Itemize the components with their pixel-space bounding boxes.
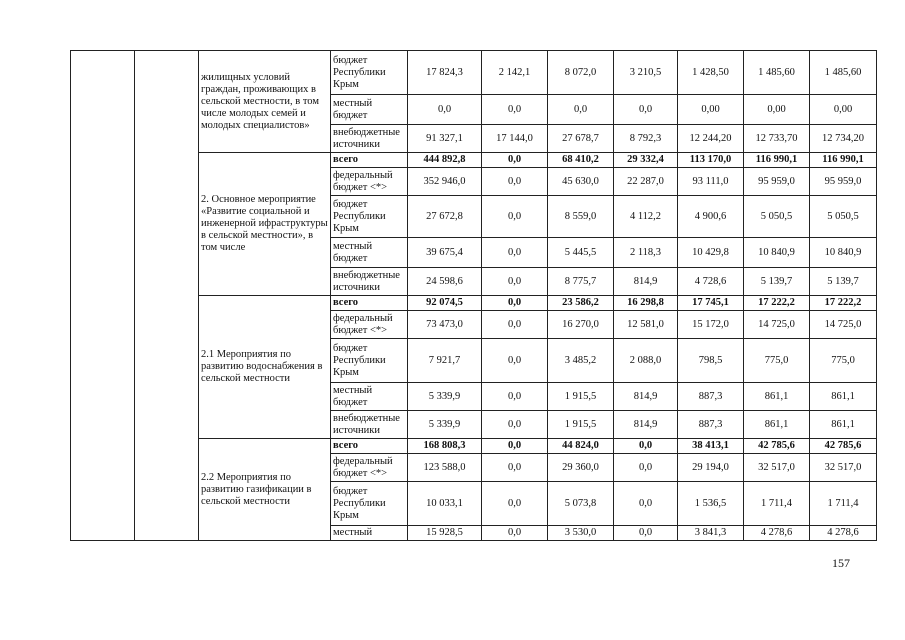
amount-cell: 5 050,5: [744, 196, 810, 238]
amount-cell: 15 928,5: [408, 526, 482, 541]
amount-cell: 814,9: [614, 383, 678, 411]
amount-cell: 1 915,5: [548, 383, 614, 411]
amount-cell: 29 360,0: [548, 454, 614, 482]
amount-cell: 861,1: [810, 411, 877, 439]
amount-cell: 42 785,6: [744, 439, 810, 454]
amount-cell: 0,0: [482, 268, 548, 296]
amount-cell: 93 111,0: [678, 168, 744, 196]
amount-cell: 14 725,0: [744, 311, 810, 339]
amount-cell: 887,3: [678, 411, 744, 439]
amount-cell: 1 536,5: [678, 482, 744, 526]
amount-cell: 168 808,3: [408, 439, 482, 454]
amount-cell: 32 517,0: [744, 454, 810, 482]
amount-cell: 887,3: [678, 383, 744, 411]
activity-name-cell: 2.2 Мероприятия по развитию газификации в сельской местности: [199, 439, 331, 541]
activity-name-cell: жилищных условий граждан, проживающих в сельской местности, в том числе молодых семей и молодых специалистов»: [199, 51, 331, 153]
amount-cell: 17 222,2: [744, 296, 810, 311]
amount-cell: 15 172,0: [678, 311, 744, 339]
amount-cell: 22 287,0: [614, 168, 678, 196]
amount-cell: 17 144,0: [482, 125, 548, 153]
amount-cell: 1 428,50: [678, 51, 744, 95]
amount-cell: 5 139,7: [744, 268, 810, 296]
funding-source-cell: внебюджетные источники: [331, 268, 408, 296]
funding-source-cell: всего: [331, 153, 408, 168]
amount-cell: 5 339,9: [408, 411, 482, 439]
empty-column-cell: [71, 51, 135, 541]
amount-cell: 775,0: [810, 339, 877, 383]
funding-source-cell: федеральный бюджет <*>: [331, 454, 408, 482]
amount-cell: 14 725,0: [810, 311, 877, 339]
amount-cell: 39 675,4: [408, 238, 482, 268]
funding-source-cell: местный: [331, 526, 408, 541]
funding-source-cell: бюджет Республики Крым: [331, 196, 408, 238]
amount-cell: 0,0: [482, 238, 548, 268]
amount-cell: 23 586,2: [548, 296, 614, 311]
amount-cell: 12 581,0: [614, 311, 678, 339]
amount-cell: 0,0: [408, 95, 482, 125]
amount-cell: 1 711,4: [810, 482, 877, 526]
amount-cell: 814,9: [614, 268, 678, 296]
funding-source-cell: всего: [331, 296, 408, 311]
amount-cell: 10 840,9: [744, 238, 810, 268]
table-row: [71, 51, 877, 95]
amount-cell: 27 678,7: [548, 125, 614, 153]
funding-source-cell: бюджет Республики Крым: [331, 482, 408, 526]
amount-cell: 5 073,8: [548, 482, 614, 526]
amount-cell: 10 429,8: [678, 238, 744, 268]
amount-cell: 123 588,0: [408, 454, 482, 482]
amount-cell: 17 222,2: [810, 296, 877, 311]
amount-cell: 16 270,0: [548, 311, 614, 339]
amount-cell: 861,1: [810, 383, 877, 411]
amount-cell: 0,0: [482, 454, 548, 482]
empty-column-cell: [135, 51, 199, 541]
amount-cell: 8 775,7: [548, 268, 614, 296]
amount-cell: 42 785,6: [810, 439, 877, 454]
amount-cell: 0,0: [482, 296, 548, 311]
amount-cell: 10 840,9: [810, 238, 877, 268]
amount-cell: 444 892,8: [408, 153, 482, 168]
amount-cell: 0,0: [614, 95, 678, 125]
page-number: 157: [832, 556, 850, 570]
amount-cell: 798,5: [678, 339, 744, 383]
amount-cell: 95 959,0: [744, 168, 810, 196]
funding-source-cell: бюджет Республики Крым: [331, 339, 408, 383]
amount-cell: 16 298,8: [614, 296, 678, 311]
amount-cell: 12 244,20: [678, 125, 744, 153]
amount-cell: 0,0: [482, 482, 548, 526]
table-body: [71, 51, 877, 541]
amount-cell: 0,0: [482, 526, 548, 541]
amount-cell: 8 792,3: [614, 125, 678, 153]
amount-cell: 5 050,5: [810, 196, 877, 238]
amount-cell: 2 118,3: [614, 238, 678, 268]
amount-cell: 0,0: [548, 95, 614, 125]
amount-cell: 0,0: [482, 95, 548, 125]
budget-table: [70, 50, 877, 541]
amount-cell: 29 194,0: [678, 454, 744, 482]
funding-source-cell: федеральный бюджет <*>: [331, 311, 408, 339]
amount-cell: 4 278,6: [810, 526, 877, 541]
amount-cell: 2 142,1: [482, 51, 548, 95]
amount-cell: 1 711,4: [744, 482, 810, 526]
amount-cell: 1 485,60: [744, 51, 810, 95]
amount-cell: 73 473,0: [408, 311, 482, 339]
amount-cell: 0,0: [482, 383, 548, 411]
amount-cell: 17 824,3: [408, 51, 482, 95]
amount-cell: 0,0: [482, 439, 548, 454]
amount-cell: 1 915,5: [548, 411, 614, 439]
funding-source-cell: местный бюджет: [331, 383, 408, 411]
amount-cell: 0,00: [678, 95, 744, 125]
amount-cell: 3 841,3: [678, 526, 744, 541]
amount-cell: 12 734,20: [810, 125, 877, 153]
amount-cell: 92 074,5: [408, 296, 482, 311]
amount-cell: 0,0: [614, 526, 678, 541]
amount-cell: 0,0: [482, 339, 548, 383]
amount-cell: 0,0: [482, 196, 548, 238]
amount-cell: 0,0: [482, 311, 548, 339]
amount-cell: 3 485,2: [548, 339, 614, 383]
amount-cell: 5 445,5: [548, 238, 614, 268]
amount-cell: 0,00: [810, 95, 877, 125]
amount-cell: 45 630,0: [548, 168, 614, 196]
amount-cell: 95 959,0: [810, 168, 877, 196]
amount-cell: 68 410,2: [548, 153, 614, 168]
amount-cell: 0,0: [482, 153, 548, 168]
amount-cell: 116 990,1: [810, 153, 877, 168]
amount-cell: 0,0: [614, 439, 678, 454]
funding-source-cell: внебюджетные источники: [331, 125, 408, 153]
amount-cell: 0,0: [482, 168, 548, 196]
funding-source-cell: бюджет Республики Крым: [331, 51, 408, 95]
amount-cell: 814,9: [614, 411, 678, 439]
amount-cell: 17 745,1: [678, 296, 744, 311]
funding-source-cell: внебюджетные источники: [331, 411, 408, 439]
amount-cell: 44 824,0: [548, 439, 614, 454]
amount-cell: 5 139,7: [810, 268, 877, 296]
amount-cell: 2 088,0: [614, 339, 678, 383]
amount-cell: 3 530,0: [548, 526, 614, 541]
amount-cell: 7 921,7: [408, 339, 482, 383]
amount-cell: 32 517,0: [810, 454, 877, 482]
funding-source-cell: федеральный бюджет <*>: [331, 168, 408, 196]
amount-cell: 29 332,4: [614, 153, 678, 168]
amount-cell: 10 033,1: [408, 482, 482, 526]
amount-cell: 3 210,5: [614, 51, 678, 95]
amount-cell: 91 327,1: [408, 125, 482, 153]
amount-cell: 1 485,60: [810, 51, 877, 95]
amount-cell: 4 278,6: [744, 526, 810, 541]
amount-cell: 0,0: [482, 411, 548, 439]
amount-cell: 38 413,1: [678, 439, 744, 454]
amount-cell: 0,0: [614, 454, 678, 482]
amount-cell: 4 728,6: [678, 268, 744, 296]
amount-cell: 4 900,6: [678, 196, 744, 238]
amount-cell: 8 559,0: [548, 196, 614, 238]
amount-cell: 775,0: [744, 339, 810, 383]
activity-name-cell: 2. Основное мероприятие «Развитие социальной и инженерной ифраструктуры в сельской местности», в том числе: [199, 153, 331, 296]
amount-cell: 27 672,8: [408, 196, 482, 238]
amount-cell: 8 072,0: [548, 51, 614, 95]
amount-cell: 12 733,70: [744, 125, 810, 153]
funding-source-cell: местный бюджет: [331, 238, 408, 268]
amount-cell: 116 990,1: [744, 153, 810, 168]
funding-source-cell: всего: [331, 439, 408, 454]
amount-cell: 861,1: [744, 411, 810, 439]
amount-cell: 352 946,0: [408, 168, 482, 196]
amount-cell: 0,00: [744, 95, 810, 125]
amount-cell: 4 112,2: [614, 196, 678, 238]
amount-cell: 0,0: [614, 482, 678, 526]
amount-cell: 861,1: [744, 383, 810, 411]
funding-source-cell: местный бюджет: [331, 95, 408, 125]
amount-cell: 24 598,6: [408, 268, 482, 296]
amount-cell: 113 170,0: [678, 153, 744, 168]
amount-cell: 5 339,9: [408, 383, 482, 411]
activity-name-cell: 2.1 Мероприятия по развитию водоснабжения в сельской местности: [199, 296, 331, 439]
